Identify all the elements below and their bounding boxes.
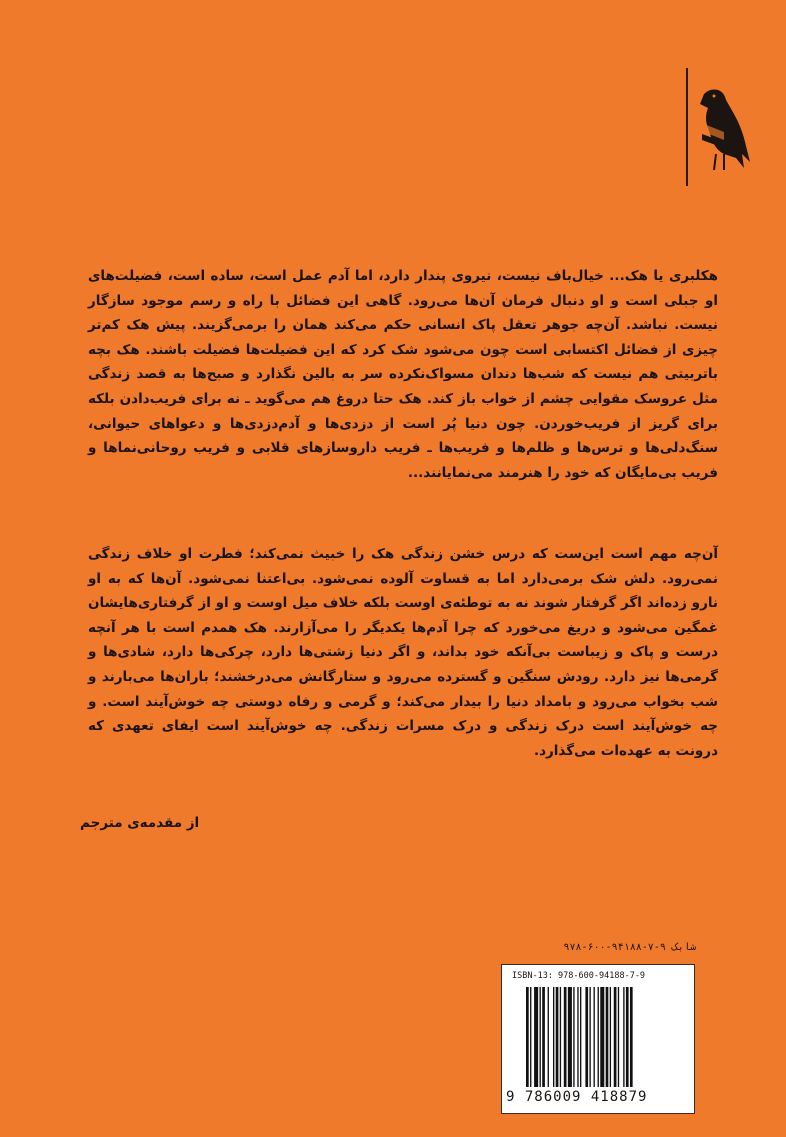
barcode-bars (526, 987, 686, 1087)
barcode-bar (577, 987, 578, 1087)
barcode-bar (526, 987, 529, 1087)
barcode-bar (542, 987, 545, 1087)
barcode-bar (540, 987, 541, 1087)
barcode-bar (534, 987, 538, 1087)
barcode-bar (598, 987, 599, 1087)
barcode-area (491, 942, 699, 1118)
barcode-bar (556, 987, 559, 1087)
barcode-bar (564, 987, 567, 1087)
barcode-bar (626, 987, 629, 1087)
barcode-bar (618, 987, 619, 1087)
barcode-bar (560, 987, 561, 1087)
barcode-bar (580, 987, 581, 1087)
barcode-bar (594, 987, 595, 1087)
crow-icon (694, 84, 752, 174)
source-attribution: از مقدمه‌ی مترجم (80, 815, 200, 831)
barcode-bar (585, 987, 588, 1087)
paragraph-1: هکلبری یا هک... خیال‌باف نیست، نیروی پندار دارد، اما آدم عمل است، ساده است، فضیلت‌های او جبلی است و او دنبال فرمان آن‌ها می‌رود. گاهی این فضائل با راه و رسم موجود سازگار نیست. نباشد. آن‌چه جوهر تعقل پاک انسانی حکم می‌کند همان را برمی‌گزیند. پیش هک کم‌تر چیزی از فضائل اکتسابی است چون می‌شود شک کرد که این فضیلت‌ها فضیلت باشند. هک بچه باتربیتی هم نیست که شب‌ها دندان مسواک‌نکرده سر به بالین نگذارد و صبح‌ها به قصد زندگی مثل عروسک مقوایی چشم از خواب باز کند. هک حتا دروغ هم می‌گوید ـ نه برای فریب‌دادن بلکه برای گریز از فریب‌خوردن. چون دنیا پُر است از دزدی‌ها و آدم‌دزدی‌ها و دعواهای حیوانی، سنگ‌دلی‌ها و ترس‌ها و ظلم‌ها و فریب‌ها ـ فریب داروسازهای قلابی و فریب روحانی‌نماها و فریب بی‌مایگان که خود را هنرمند می‌نمایانند... (88, 268, 718, 481)
barcode-bar (568, 987, 572, 1087)
barcode-bar (573, 987, 574, 1087)
barcode-bar (553, 987, 554, 1087)
barcode-bar (623, 987, 624, 1087)
barcode-bar (610, 987, 611, 1087)
barcode-box (501, 964, 695, 1114)
barcode-bar (589, 987, 590, 1087)
paragraph-2: آن‌چه مهم است این‌ست که درس خشن زندگی هک را خبیث نمی‌کند؛ فطرت او خلاف زندگی نمی‌رود. دلش شک برمی‌دارد اما به قساوت آلوده نمی‌شود. بی‌اعتنا نمی‌شود. آن‌ها که به او نارو زده‌اند اگر گرفتار شوند نه به توطئه‌ی اوست بلکه خلاف میل اوست و او از گرفتاری‌هایشان غمگین می‌شود و دریغ می‌خورد که چرا آدم‌ها یکدیگر را می‌آزارند. هک همدم است با هر آنچه درست و پاک و زیباست بی‌آنکه خود بداند، و اگر دنیا زشتی‌ها دارد، چرکی‌ها دارد، شادی‌ها و گرمی‌ها نیز دارد. رودش سنگین و گسترده می‌رود و ستارگانش می‌درخشند؛ باران‌ها می‌بارند و شب بخواب می‌رود و بامداد دنیا را بیدار می‌کند؛ و گرمی و رفاه دوستی چه خوش‌آیند است. و چه خوش‌آیند است درک زندگی و درک مسرات زندگی. چه خوش‌آیند است ایفای تعهدی که درونت به عهده‌ات می‌گذارد. (88, 546, 718, 759)
isbn-persian: شابک ۹-۷-۹۴۱۸۸-۶۰۰-۹۷۸ (563, 942, 696, 953)
barcode-bar (530, 987, 531, 1087)
barcode-bar (606, 987, 609, 1087)
logo-divider (686, 68, 688, 186)
barcode-bar (630, 987, 633, 1087)
barcode-number: 9 786009 418879 (506, 1089, 648, 1105)
barcode-bar (548, 987, 549, 1087)
main-text (88, 264, 718, 485)
isbn-latin: ISBN-13: 978-600-94188-7-9 (512, 971, 646, 981)
barcode-bar (600, 987, 604, 1087)
barcode-bar (614, 987, 617, 1087)
